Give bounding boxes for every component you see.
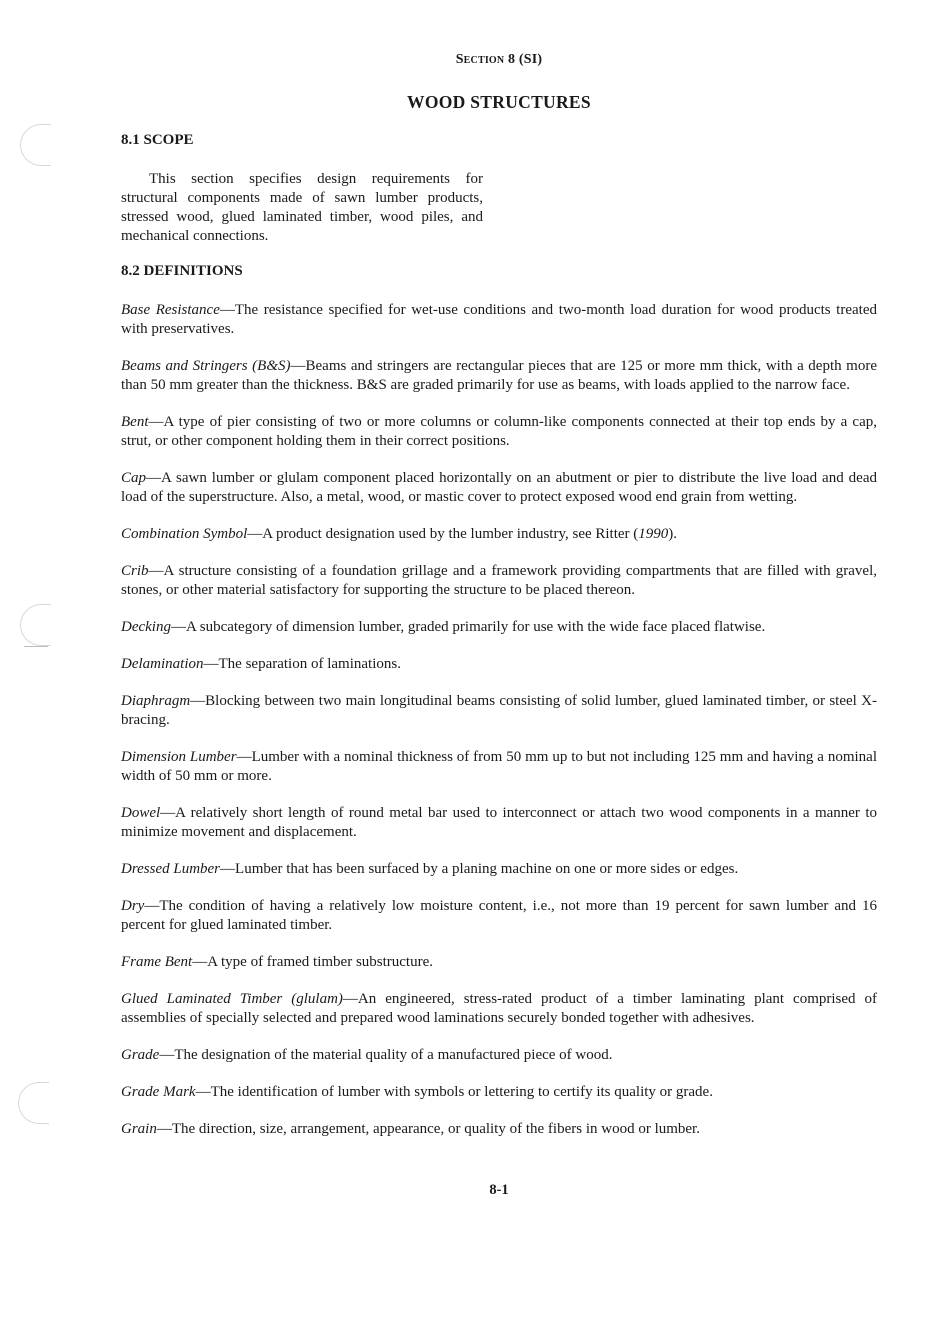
definition-term: Frame Bent <box>121 954 193 970</box>
page-number: 8-1 <box>489 1182 509 1198</box>
definition-term: Decking <box>121 619 171 635</box>
definition-term: Beams and Stringers (B&S) <box>121 358 291 374</box>
definition-text: —A relatively short length of round metal bar used to interconnect or attach two wood components in a manner to minimize movement and displacement. <box>121 805 877 840</box>
definition-entry <box>121 469 877 507</box>
definition-text: —The direction, size, arrangement, appearance, or quality of the fibers in wood or lumber. <box>156 1121 700 1137</box>
definition-term: Dowel <box>121 805 161 821</box>
definition-term: Grade Mark <box>121 1084 196 1100</box>
section-header <box>0 52 950 68</box>
binder-hole-mark <box>20 604 51 646</box>
definition-entry <box>121 1120 877 1139</box>
definition-entry <box>121 692 877 730</box>
scope-heading: 8.1 SCOPE <box>121 132 194 148</box>
definition-entry <box>121 1083 877 1102</box>
section-word: Section <box>455 52 505 67</box>
citation-year: 1990 <box>638 526 669 542</box>
definition-text: —A structure consisting of a foundation grillage and a framework providing compartments that are filled with gravel, stones, or other material satisfactory for supporting the structure to be placed thereon. <box>121 563 877 598</box>
definition-text: —Lumber that has been surfaced by a planing machine on one or more sides or edges. <box>220 861 739 877</box>
definitions-list <box>121 301 877 1157</box>
binder-hole-mark <box>20 124 51 166</box>
definition-text: —The separation of laminations. <box>203 656 401 672</box>
scope-paragraph: This section specifies design requirements for structural components made of sawn lumber products, stressed wood, glued laminated timber, wood piles, and mechanical connections. <box>121 171 483 244</box>
definition-term: Combination Symbol <box>121 526 248 542</box>
definition-text: —A type of framed timber substructure. <box>192 954 434 970</box>
binder-hole-mark <box>18 1082 49 1124</box>
definition-entry <box>121 860 877 879</box>
definition-text: —An engineered, stress-rated product of a timber laminating plant comprised of assemblies of specially selected and prepared wood laminations securely bonded together with adhesives. <box>121 991 878 1026</box>
definition-text: —The condition of having a relatively low moisture content, i.e., not more than 19 percent for sawn lumber and 16 percent for glued laminated timber. <box>121 898 877 933</box>
definition-entry <box>121 655 877 674</box>
definition-text: —Blocking between two main longitudinal beams consisting of solid lumber, glued laminated timber, or steel X-bracing. <box>121 693 877 728</box>
definition-entry <box>121 990 877 1028</box>
definition-entry <box>121 301 877 339</box>
definition-text: —Lumber with a nominal thickness of from 50 mm up to but not including 125 mm and having a nominal width of 50 mm or more. <box>121 749 877 784</box>
definition-text: —The identification of lumber with symbols or lettering to certify its quality or grade. <box>195 1084 713 1100</box>
definition-term: Dressed Lumber <box>121 861 221 877</box>
definition-entry <box>121 357 877 395</box>
definition-term: Crib <box>121 563 149 579</box>
definition-text: —A subcategory of dimension lumber, graded primarily for use with the wide face placed flatwise. <box>170 619 766 635</box>
definition-entry <box>121 562 877 600</box>
definition-text: —A sawn lumber or glulam component placed horizontally on an abutment or pier to distribute the live load and dead load of the superstructure. Also, a metal, wood, or mastic cover to protect exposed wood end grain from wetting. <box>121 470 877 505</box>
definition-term: Grade <box>121 1047 160 1063</box>
definition-entry <box>121 897 877 935</box>
definition-text-end: ). <box>668 526 678 542</box>
definition-entry <box>121 953 877 972</box>
definition-entry <box>121 748 877 786</box>
definitions-heading: 8.2 DEFINITIONS <box>121 263 243 279</box>
definition-term: Grain <box>121 1121 157 1137</box>
definition-term: Dry <box>121 898 145 914</box>
definition-entry <box>121 618 877 637</box>
definition-term: Bent <box>121 414 149 430</box>
definition-term: Cap <box>121 470 147 486</box>
definition-text: —Beams and stringers are rectangular pieces that are 125 or more mm thick, with a depth more than 50 mm greater than the thickness. B&S are graded primarily for use as beams, with loads applied to the narrow face. <box>121 358 877 393</box>
definition-term: Dimension Lumber <box>121 749 237 765</box>
binder-hole-edge <box>24 646 48 647</box>
definition-text: —A product designation used by the lumber industry, see Ritter ( <box>247 526 639 542</box>
definition-text: —A type of pier consisting of two or more columns or column-like components connected at their top ends by a cap, strut, or other component holding them in their correct positions. <box>121 414 877 449</box>
definition-text: —The resistance specified for wet-use conditions and two-month load duration for wood products treated with preservatives. <box>121 302 877 337</box>
definition-entry <box>121 804 877 842</box>
section-number: 8 (SI) <box>504 52 543 67</box>
page-title: WOOD STRUCTURES <box>407 92 591 112</box>
definition-term: Delamination <box>121 656 204 672</box>
definition-text: —The designation of the material quality of a manufactured piece of wood. <box>159 1047 613 1063</box>
definition-entry <box>121 413 877 451</box>
definition-entry <box>121 1046 877 1065</box>
definition-term: Diaphragm <box>121 693 191 709</box>
definition-term: Glued Laminated Timber (glulam) <box>121 991 343 1007</box>
definition-entry <box>121 525 877 544</box>
definition-term: Base Resistance <box>121 302 220 318</box>
